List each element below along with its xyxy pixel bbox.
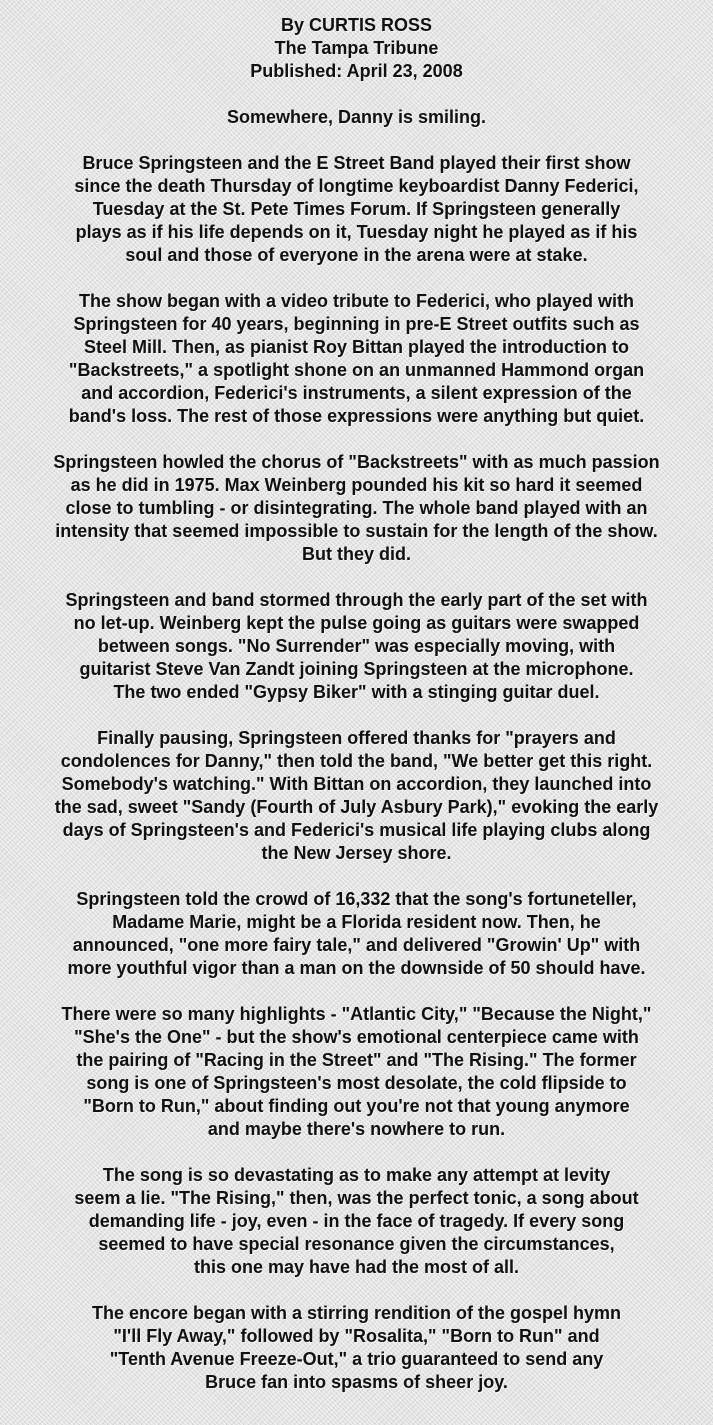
text-line: announced, "one more fairy tale," and delivered "Growin' Up" with [72,935,641,955]
byline [22,14,691,83]
text-line: "Born to Run," about finding out you're not that young anymore [83,1096,630,1116]
text-line: Springsteen for 40 years, beginning in pre-E Street outfits such as [73,314,640,334]
text-line: and maybe there's nowhere to run. [207,1119,506,1139]
article-paragraph [22,1164,691,1279]
text-line: the New Jersey shore. [261,843,452,863]
text-line: Bruce fan into spasms of sheer joy. [205,1372,508,1392]
text-line: "Tenth Avenue Freeze-Out," a trio guaranteed to send any [109,1349,604,1369]
text-line: The show began with a video tribute to Federici, who played with [78,291,635,311]
text-line: since the death Thursday of longtime keyboardist Danny Federici, [74,176,639,196]
text-line: soul and those of everyone in the arena were at stake. [125,245,588,265]
article-paragraph [22,1302,691,1394]
text-line: plays as if his life depends on it, Tuesday night he played as if his [75,222,638,242]
text-line: Somebody's watching." With Bittan on accordion, they launched into [61,774,652,794]
text-line: as he did in 1975. Max Weinberg pounded his kit so hard it seemed [70,475,643,495]
article-paragraph [22,1003,691,1141]
text-line: close to tumbling - or disintegrating. The whole band played with an [65,498,648,518]
text-line: and accordion, Federici's instruments, a silent expression of the [81,383,632,403]
article-paragraph [22,290,691,428]
article-paragraph [22,451,691,566]
text-line: Springsteen and band stormed through the early part of the set with [65,590,648,610]
article-body [22,106,691,1394]
text-line: no let-up. Weinberg kept the pulse going as guitars were swapped [73,613,640,633]
lede-paragraph [22,106,691,129]
article-paragraph [22,589,691,704]
text-line: the pairing of "Racing in the Street" and "The Rising." The former [76,1050,637,1070]
text-line: The encore began with a stirring rendition of the gospel hymn [91,1303,622,1323]
text-line: band's loss. The rest of those expressions were anything but quiet. [68,406,645,426]
author-line: By CURTIS ROSS [280,15,433,35]
text-line: condolences for Danny," then told the band, "We better get this right. [60,751,653,771]
article-paragraph [22,727,691,865]
text-line: Bruce Springsteen and the E Street Band played their first show [82,153,631,173]
text-line: Finally pausing, Springsteen offered thanks for "prayers and [97,728,616,748]
text-line: Springsteen told the crowd of 16,332 that the song's fortuneteller, [76,889,637,909]
text-line: Tuesday at the St. Pete Times Forum. If Springsteen generally [92,199,621,219]
text-line: the sad, sweet "Sandy (Fourth of July Asbury Park)," evoking the early [54,797,659,817]
text-line: seem a lie. "The Rising," then, was the perfect tonic, a song about [74,1188,639,1208]
text-line: this one may have had the most of all. [193,1257,520,1277]
text-line: Springsteen howled the chorus of "Backstreets" with as much passion [53,452,660,472]
text-line: The two ended "Gypsy Biker" with a stinging guitar duel. [113,682,600,702]
text-line: "Backstreets," a spotlight shone on an unmanned Hammond organ [68,360,645,380]
text-line: "I'll Fly Away," followed by "Rosalita," "Born to Run" and [113,1326,600,1346]
text-line: There were so many highlights - "Atlantic City," "Because the Night," [61,1004,652,1024]
text-line: between songs. "No Surrender" was especially moving, with [97,636,616,656]
text-line: But they did. [302,544,411,564]
text-line: more youthful vigor than a man on the downside of 50 should have. [67,958,646,978]
text-line: "She's the One" - but the show's emotional centerpiece came with [74,1027,639,1047]
text-line: demanding life - joy, even - in the face of tragedy. If every song [88,1211,625,1231]
text-line: Steel Mill. Then, as pianist Roy Bittan played the introduction to [83,337,630,357]
text-line: seemed to have special resonance given the circumstances, [98,1234,615,1254]
text-line: intensity that seemed impossible to sustain for the length of the show. [55,521,658,541]
publish-date: Published: April 23, 2008 [250,61,463,81]
text-line: Somewhere, Danny is smiling. [226,107,487,127]
text-line: guitarist Steve Van Zandt joining Springsteen at the microphone. [79,659,634,679]
text-line: The song is so devastating as to make any attempt at levity [102,1165,611,1185]
publication-name: The Tampa Tribune [274,38,439,58]
article-paragraph [22,888,691,980]
text-line: song is one of Springsteen's most desolate, the cold flipside to [86,1073,627,1093]
text-line: Madame Marie, might be a Florida resident now. Then, he [112,912,601,932]
text-line: days of Springsteen's and Federici's musical life playing clubs along [62,820,651,840]
article-paragraph [22,152,691,267]
